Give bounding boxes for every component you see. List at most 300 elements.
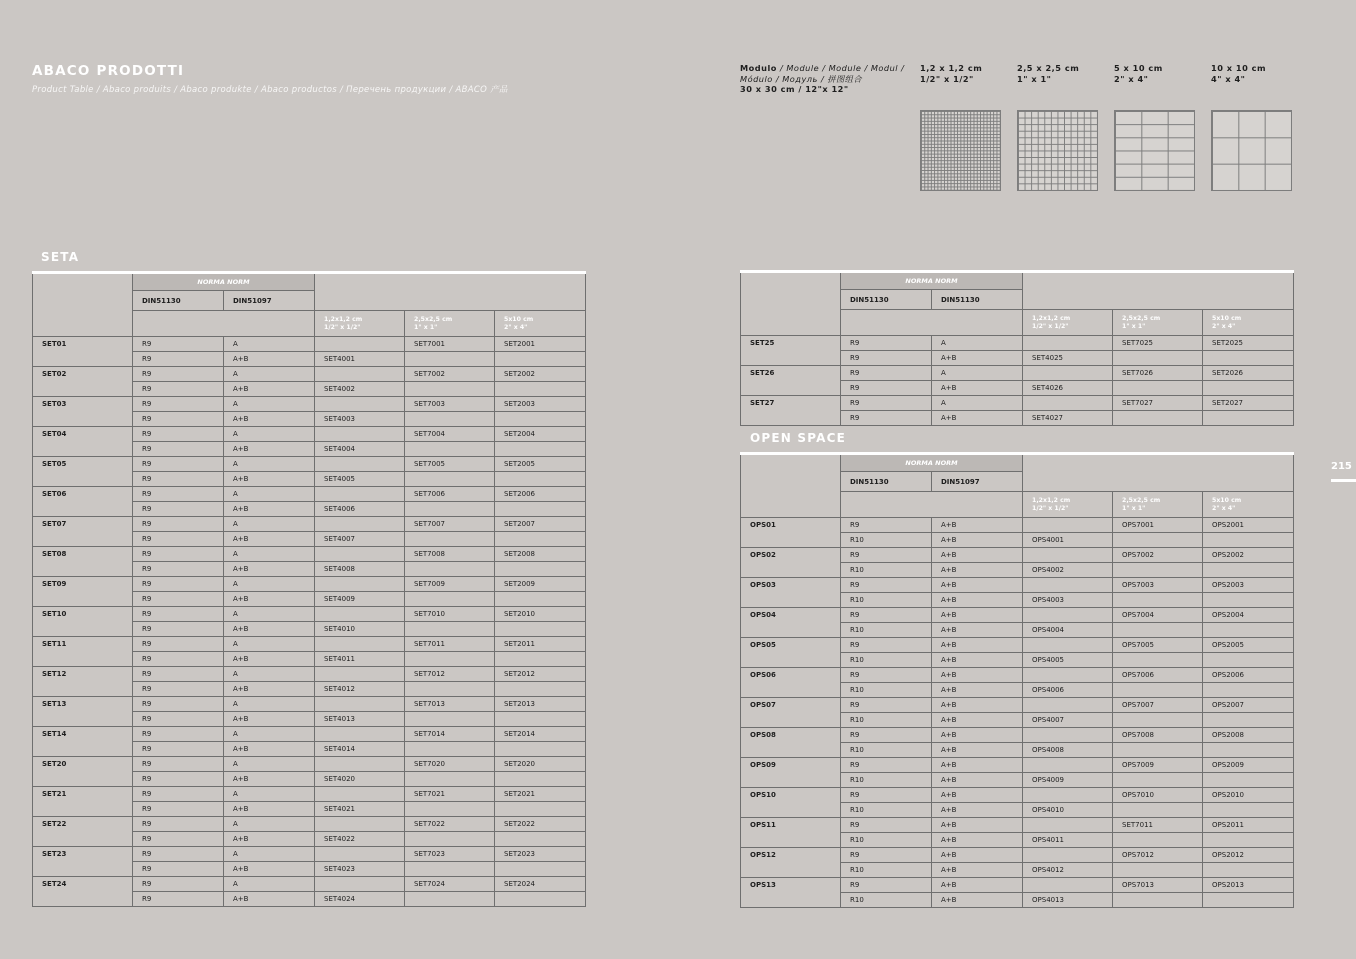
table-cell: SET4006 [315, 502, 405, 517]
table-cell: OPS7008 [1113, 728, 1203, 743]
table-cell: OPS7001 [1113, 518, 1203, 533]
table-cell [405, 592, 495, 607]
table-cell: A [224, 847, 315, 862]
table-cell: R9 [133, 847, 224, 862]
table-cell [315, 727, 405, 742]
table-cell: A [224, 397, 315, 412]
table-cell: SET2013 [495, 697, 586, 712]
table-cell: A+B [224, 502, 315, 517]
table-cell: SET7025 [1113, 336, 1203, 351]
table-cell: OPS7003 [1113, 578, 1203, 593]
table-cell: R10 [841, 833, 932, 848]
table-cell [405, 562, 495, 577]
table-cell [315, 427, 405, 442]
norm-din-header: DIN51130 [841, 472, 932, 492]
page-title: ABACO PRODOTTI [32, 63, 185, 79]
table-cell: A+B [224, 682, 315, 697]
norma-header: NORMA NORM [133, 273, 315, 291]
table-cell: R10 [841, 713, 932, 728]
table-row [741, 788, 1294, 803]
table-cell: A+B [932, 518, 1023, 533]
table-cell: A+B [932, 698, 1023, 713]
table-row [33, 547, 586, 562]
table-cell [1203, 893, 1294, 908]
table-cell: A+B [932, 833, 1023, 848]
table-cell [1023, 578, 1113, 593]
table-cell: SET4025 [1023, 351, 1113, 366]
table-cell [1203, 833, 1294, 848]
table-cell: A+B [224, 862, 315, 877]
table-cell [315, 367, 405, 382]
table-cell: OPS2010 [1203, 788, 1294, 803]
table-row [33, 847, 586, 862]
table-cell: R10 [841, 563, 932, 578]
table-cell [1203, 773, 1294, 788]
table-cell: A [224, 337, 315, 352]
table-cell: SET7020 [405, 757, 495, 772]
table-cell [1203, 533, 1294, 548]
table-cell: R9 [133, 367, 224, 382]
table-cell: SET4027 [1023, 411, 1113, 426]
table-cell: R9 [133, 472, 224, 487]
table-cell: A+B [932, 683, 1023, 698]
table-row [33, 487, 586, 502]
page-number-rule [1331, 479, 1356, 482]
table-cell: SET2006 [495, 487, 586, 502]
module-size-5x10: 5 x 10 cm 2" x 4" [1114, 63, 1163, 84]
table-cell: SET2021 [495, 787, 586, 802]
table-cell: SET7014 [405, 727, 495, 742]
table-cell [1023, 518, 1113, 533]
table-cell [1113, 713, 1203, 728]
table-row [33, 457, 586, 472]
product-series-name: SET27 [741, 396, 841, 426]
table-cell [1023, 698, 1113, 713]
table-cell [1023, 608, 1113, 623]
table-cell: R9 [133, 607, 224, 622]
table-row [741, 396, 1294, 411]
table-cell: OPS2004 [1203, 608, 1294, 623]
table-cell: A+B [224, 712, 315, 727]
table-cell: SET7013 [405, 697, 495, 712]
table-cell [495, 742, 586, 757]
table-cell [315, 787, 405, 802]
table-cell [495, 382, 586, 397]
table-cell: OPS4013 [1023, 893, 1113, 908]
table-cell [1113, 593, 1203, 608]
table-cell [405, 472, 495, 487]
table-cell [1113, 351, 1203, 366]
table-cell: OPS2007 [1203, 698, 1294, 713]
table-cell: OPS7006 [1113, 668, 1203, 683]
table-cell [1203, 713, 1294, 728]
product-series-name: OPS06 [741, 668, 841, 698]
table-cell: A+B [932, 578, 1023, 593]
table-cell: A [224, 547, 315, 562]
table-cell: R9 [133, 562, 224, 577]
table-cell [495, 862, 586, 877]
table-cell: OPS2013 [1203, 878, 1294, 893]
format-header: 5x10 cm 2" x 4" [1203, 310, 1294, 336]
table-cell: R9 [133, 682, 224, 697]
norm-din-header: DIN51130 [133, 291, 224, 311]
table-cell [1113, 623, 1203, 638]
table-cell: A+B [224, 832, 315, 847]
table-cell: A+B [224, 652, 315, 667]
table-cell: OPS4002 [1023, 563, 1113, 578]
table-cell: SET7012 [405, 667, 495, 682]
table-cell: R9 [133, 712, 224, 727]
table-cell: OPS7005 [1113, 638, 1203, 653]
table-cell [405, 832, 495, 847]
table-cell: R9 [841, 578, 932, 593]
table-cell: R9 [133, 652, 224, 667]
table-cell: R9 [133, 397, 224, 412]
module-label-translations: / Module / Module / Modul / [776, 63, 905, 73]
table-cell: SET7002 [405, 367, 495, 382]
table-cell: SET7011 [405, 637, 495, 652]
table-cell: R9 [841, 336, 932, 351]
table-cell: A [932, 366, 1023, 381]
table-cell: R9 [133, 787, 224, 802]
table-cell: SET7005 [405, 457, 495, 472]
table-corner-cell [741, 272, 841, 336]
table-cell [495, 562, 586, 577]
table-cell: A [224, 367, 315, 382]
table-cell: R9 [133, 727, 224, 742]
table-cell: A+B [932, 758, 1023, 773]
table-cell: OPS2011 [1203, 818, 1294, 833]
product-series-name: OPS05 [741, 638, 841, 668]
table-cell: A [224, 607, 315, 622]
norm-din-header: DIN51130 [932, 290, 1023, 310]
module-size-1-2: 1,2 x 1,2 cm 1/2" x 1/2" [920, 63, 983, 84]
table-row [741, 366, 1294, 381]
table-cell: A+B [932, 893, 1023, 908]
product-series-name: SET08 [33, 547, 133, 577]
table-cell: A+B [932, 818, 1023, 833]
table-cell [495, 712, 586, 727]
table-cell: SET4012 [315, 682, 405, 697]
table-cell: R9 [133, 637, 224, 652]
table-cell [315, 847, 405, 862]
table-cell [495, 652, 586, 667]
module-legend-label [740, 63, 904, 95]
table-cell: A+B [932, 623, 1023, 638]
table-cell: OPS2003 [1203, 578, 1294, 593]
table-cell: A+B [932, 381, 1023, 396]
table-cell: OPS4004 [1023, 623, 1113, 638]
product-series-name: SET25 [741, 336, 841, 366]
table-cell [1113, 411, 1203, 426]
open-space-product-table [740, 452, 1294, 908]
product-series-name: OPS07 [741, 698, 841, 728]
table-cell [315, 397, 405, 412]
table-cell: R9 [841, 698, 932, 713]
table-cell: R9 [841, 728, 932, 743]
table-cell [1203, 653, 1294, 668]
table-cell [405, 772, 495, 787]
table-cell: R9 [133, 502, 224, 517]
table-cell: SET2012 [495, 667, 586, 682]
table-cell: SET4020 [315, 772, 405, 787]
table-cell: OPS2002 [1203, 548, 1294, 563]
blank-header-cell [315, 273, 586, 311]
table-cell: OPS2009 [1203, 758, 1294, 773]
table-cell [495, 412, 586, 427]
table-cell: SET7021 [405, 787, 495, 802]
format-header: 1,2x1,2 cm 1/2" x 1/2" [315, 311, 405, 337]
table-cell [1023, 818, 1113, 833]
table-cell: R9 [133, 802, 224, 817]
table-cell: R9 [841, 608, 932, 623]
product-series-name: OPS09 [741, 758, 841, 788]
table-cell [1203, 593, 1294, 608]
table-cell: A [932, 396, 1023, 411]
table-cell: R9 [133, 892, 224, 907]
table-cell: A+B [224, 622, 315, 637]
table-cell: SET4010 [315, 622, 405, 637]
table-cell: SET2007 [495, 517, 586, 532]
table-cell [315, 457, 405, 472]
table-cell: SET2024 [495, 877, 586, 892]
table-row [33, 397, 586, 412]
table-cell: A [224, 427, 315, 442]
table-cell: SET7026 [1113, 366, 1203, 381]
table-cell: SET4011 [315, 652, 405, 667]
table-cell: A [224, 577, 315, 592]
table-cell: A+B [224, 802, 315, 817]
table-cell: A [224, 487, 315, 502]
table-cell: R9 [133, 457, 224, 472]
table-cell [405, 442, 495, 457]
table-cell [1203, 803, 1294, 818]
product-series-name: SET01 [33, 337, 133, 367]
table-cell: R9 [133, 442, 224, 457]
table-cell: SET4009 [315, 592, 405, 607]
table-cell: A+B [932, 548, 1023, 563]
table-cell: R9 [133, 352, 224, 367]
product-series-name: SET05 [33, 457, 133, 487]
table-cell: SET2027 [1203, 396, 1294, 411]
product-series-name: SET20 [33, 757, 133, 787]
product-series-name: OPS08 [741, 728, 841, 758]
table-cell: SET7011 [1113, 818, 1203, 833]
product-series-name: SET23 [33, 847, 133, 877]
table-cell: SET7009 [405, 577, 495, 592]
table-cell: OPS7004 [1113, 608, 1203, 623]
table-cell: R9 [133, 547, 224, 562]
seta-section-title: SETA [41, 250, 80, 264]
table-cell: OPS2006 [1203, 668, 1294, 683]
table-cell: A+B [932, 788, 1023, 803]
table-cell [405, 892, 495, 907]
table-row [33, 337, 586, 352]
module-size-2-5: 2,5 x 2,5 cm 1" x 1" [1017, 63, 1080, 84]
norm-din-header: DIN51130 [841, 290, 932, 310]
product-series-name: SET07 [33, 517, 133, 547]
product-series-name: OPS03 [741, 578, 841, 608]
table-cell: OPS7002 [1113, 548, 1203, 563]
table-cell [1023, 366, 1113, 381]
table-cell: R10 [841, 863, 932, 878]
table-cell: SET2001 [495, 337, 586, 352]
table-cell [405, 652, 495, 667]
table-row [741, 728, 1294, 743]
table-cell: R9 [841, 518, 932, 533]
format-header: 2,5x2,5 cm 1" x 1" [405, 311, 495, 337]
table-cell: A [224, 637, 315, 652]
table-cell [495, 802, 586, 817]
table-cell: SET2002 [495, 367, 586, 382]
table-cell [1023, 638, 1113, 653]
table-cell: A+B [224, 472, 315, 487]
table-row [741, 608, 1294, 623]
table-cell [1203, 563, 1294, 578]
product-series-name: SET03 [33, 397, 133, 427]
table-cell: A+B [224, 892, 315, 907]
table-cell [1203, 411, 1294, 426]
table-row [741, 518, 1294, 533]
table-cell: SET7027 [1113, 396, 1203, 411]
table-cell: A+B [932, 411, 1023, 426]
table-cell: SET2009 [495, 577, 586, 592]
table-cell: R9 [841, 396, 932, 411]
table-cell [1023, 878, 1113, 893]
table-row [33, 757, 586, 772]
table-cell: OPS4005 [1023, 653, 1113, 668]
table-cell [495, 352, 586, 367]
table-cell [405, 502, 495, 517]
table-cell [405, 412, 495, 427]
table-cell [1113, 683, 1203, 698]
table-cell [1113, 863, 1203, 878]
table-cell: A [932, 336, 1023, 351]
table-cell [1023, 758, 1113, 773]
table-cell: SET2022 [495, 817, 586, 832]
table-cell: R9 [133, 772, 224, 787]
table-cell: SET4021 [315, 802, 405, 817]
table-cell [1113, 743, 1203, 758]
table-cell: A+B [224, 592, 315, 607]
norm-din-header: DIN51097 [932, 472, 1023, 492]
table-cell: SET4005 [315, 472, 405, 487]
table-cell [315, 817, 405, 832]
table-cell: SET4013 [315, 712, 405, 727]
table-cell [1023, 336, 1113, 351]
table-cell: OPS4009 [1023, 773, 1113, 788]
table-cell: R9 [133, 697, 224, 712]
table-cell: OPS4007 [1023, 713, 1113, 728]
table-row [741, 848, 1294, 863]
table-cell [405, 712, 495, 727]
table-cell: SET2010 [495, 607, 586, 622]
table-cell: R9 [133, 382, 224, 397]
table-cell: SET4003 [315, 412, 405, 427]
table-corner-cell [33, 273, 133, 337]
table-cell [405, 622, 495, 637]
table-cell: R10 [841, 773, 932, 788]
table-cell: R9 [133, 862, 224, 877]
table-cell: A+B [932, 878, 1023, 893]
table-cell [495, 502, 586, 517]
table-cell [1113, 803, 1203, 818]
product-series-name: SET11 [33, 637, 133, 667]
table-cell: OPS7010 [1113, 788, 1203, 803]
product-series-name: SET13 [33, 697, 133, 727]
product-series-name: SET12 [33, 667, 133, 697]
table-corner-cell [741, 454, 841, 518]
table-cell: R9 [133, 577, 224, 592]
table-cell: OPS4011 [1023, 833, 1113, 848]
table-row [33, 667, 586, 682]
table-cell: R9 [841, 818, 932, 833]
table-cell [495, 682, 586, 697]
product-series-name: OPS10 [741, 788, 841, 818]
norma-header: NORMA NORM [841, 454, 1023, 472]
blank-header-cell [841, 492, 1023, 518]
table-cell: OPS4003 [1023, 593, 1113, 608]
table-cell [1113, 533, 1203, 548]
norm-din-header: DIN51097 [224, 291, 315, 311]
table-cell: OPS4008 [1023, 743, 1113, 758]
table-cell [1023, 848, 1113, 863]
table-cell: A [224, 817, 315, 832]
table-cell [1023, 788, 1113, 803]
table-cell: R9 [133, 592, 224, 607]
table-cell: SET7007 [405, 517, 495, 532]
format-header: 1,2x1,2 cm 1/2" x 1/2" [1023, 492, 1113, 518]
format-header: 2,5x2,5 cm 1" x 1" [1113, 492, 1203, 518]
table-cell: SET4001 [315, 352, 405, 367]
table-cell: A+B [932, 863, 1023, 878]
table-cell: SET4014 [315, 742, 405, 757]
blank-header-cell [133, 311, 315, 337]
table-row [33, 367, 586, 382]
table-cell [315, 487, 405, 502]
table-row [33, 817, 586, 832]
table-cell [1203, 623, 1294, 638]
product-series-name: SET22 [33, 817, 133, 847]
table-row [741, 758, 1294, 773]
product-series-name: SET21 [33, 787, 133, 817]
product-series-name: SET24 [33, 877, 133, 907]
open-space-section-title: OPEN SPACE [750, 431, 847, 445]
table-cell: OPS4001 [1023, 533, 1113, 548]
table-row [33, 517, 586, 532]
format-header: 5x10 cm 2" x 4" [495, 311, 586, 337]
table-cell: A+B [932, 608, 1023, 623]
table-row [33, 427, 586, 442]
table-cell: OPS4012 [1023, 863, 1113, 878]
table-cell [1023, 668, 1113, 683]
table-row [741, 878, 1294, 893]
table-cell: SET7001 [405, 337, 495, 352]
table-cell: SET4004 [315, 442, 405, 457]
table-cell: A+B [932, 773, 1023, 788]
table-row [33, 607, 586, 622]
module-label-translations-2: Módulo / Модуль / 拼图组合 [740, 73, 863, 84]
table-cell [315, 637, 405, 652]
module-sheet-size: 30 x 30 cm / 12"x 12" [740, 84, 849, 94]
table-cell: R9 [841, 758, 932, 773]
blank-header-cell [841, 310, 1023, 336]
product-series-name: OPS12 [741, 848, 841, 878]
table-cell [1113, 773, 1203, 788]
table-cell: A+B [932, 848, 1023, 863]
table-cell: R9 [841, 878, 932, 893]
table-row [33, 697, 586, 712]
